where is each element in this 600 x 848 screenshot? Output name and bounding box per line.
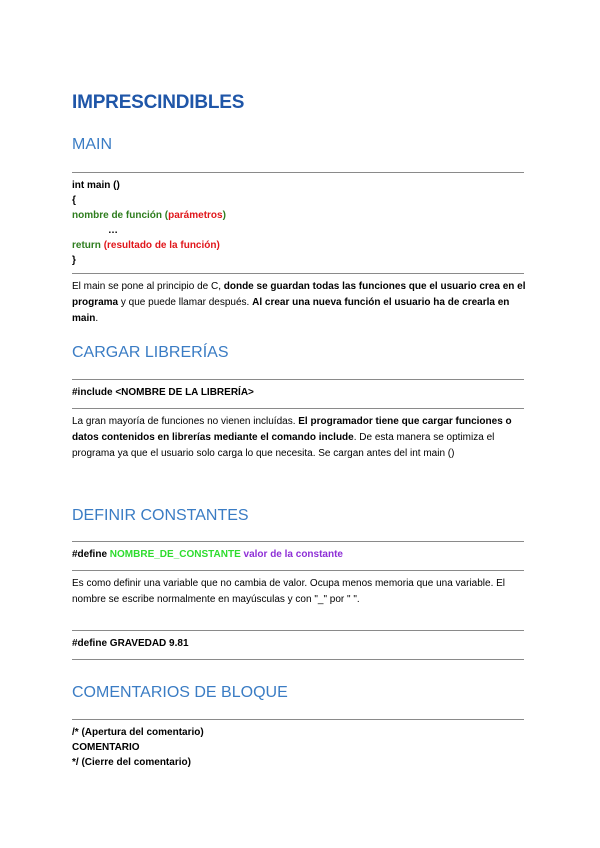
paren-close: ) — [216, 240, 220, 251]
code-line — [72, 208, 226, 223]
section-heading-libraries: CARGAR LIBRERÍAS — [72, 344, 229, 361]
text: y que puede llamar después. — [118, 297, 253, 308]
define-code-block — [72, 547, 343, 562]
divider — [72, 570, 524, 571]
divider — [72, 408, 524, 409]
constants-description: Es como definir una variable que no cambia de valor. Ocupa menos memoria que una variable. El nombre se escribe normalmente en mayúsculas y con "_" por " ". — [72, 578, 506, 605]
comment-code-block — [72, 725, 204, 770]
page-title: IMPRESCINDIBLES — [72, 92, 245, 113]
divider — [72, 630, 524, 631]
divider — [72, 541, 524, 542]
divider — [72, 659, 524, 660]
code-line: COMENTARIO — [72, 742, 140, 753]
divider — [72, 719, 524, 720]
divider — [72, 273, 524, 274]
return-keyword: return — [72, 240, 101, 251]
parameters-text: parámetros — [168, 210, 223, 221]
paren-close: ) — [222, 210, 226, 221]
bold-text: donde se guardan todas las funciones que el usuario crea en el programa — [72, 281, 526, 308]
define-keyword: #define — [72, 549, 108, 560]
code-line — [72, 547, 343, 562]
paren-open: ( — [103, 240, 108, 251]
bold-text: Al crear una nueva función el usuario ha de crearla en main — [72, 297, 510, 324]
bold-text: El programador tiene que cargar funciones o datos contenidos en librerías mediante el comando include — [72, 416, 512, 443]
paren-open: ( — [164, 210, 169, 221]
code-line: #include <NOMBRE DE LA LIBRERÍA> — [72, 387, 254, 398]
ellipsis-text: … — [108, 225, 118, 236]
main-code-block — [72, 178, 226, 268]
return-result-text: resultado de la función — [107, 240, 217, 251]
section-heading-main: MAIN — [72, 136, 112, 153]
code-line: */ (Cierre del comentario) — [72, 757, 191, 768]
section-heading-comments: COMENTARIOS DE BLOQUE — [72, 684, 288, 701]
code-line: int main () — [72, 180, 120, 191]
code-line: { — [72, 195, 76, 206]
main-description — [72, 279, 528, 327]
constant-value-text: valor de la constante — [243, 549, 343, 560]
constant-name-text: NOMBRE_DE_CONSTANTE — [109, 549, 241, 560]
text: . De esta manera se optimiza el programa ya que el usuario solo carga lo que necesita. Se cargan antes del int main () — [72, 432, 495, 459]
function-name-text: nombre de función — [72, 210, 162, 221]
divider — [72, 379, 524, 380]
code-line — [72, 223, 226, 238]
code-line: /* (Apertura del comentario) — [72, 727, 204, 738]
libraries-description — [72, 414, 528, 462]
divider — [72, 172, 524, 173]
code-line: #define GRAVEDAD 9.81 — [72, 638, 189, 649]
text: . — [95, 313, 99, 324]
code-line: } — [72, 255, 76, 266]
text: El main se pone al principio de C, — [72, 281, 224, 292]
section-heading-constants: DEFINIR CONSTANTES — [72, 507, 249, 524]
text: La gran mayoría de funciones no vienen incluídas. — [72, 416, 299, 427]
code-line — [72, 238, 226, 253]
include-code-block — [72, 385, 254, 400]
define-example-block — [72, 636, 189, 651]
